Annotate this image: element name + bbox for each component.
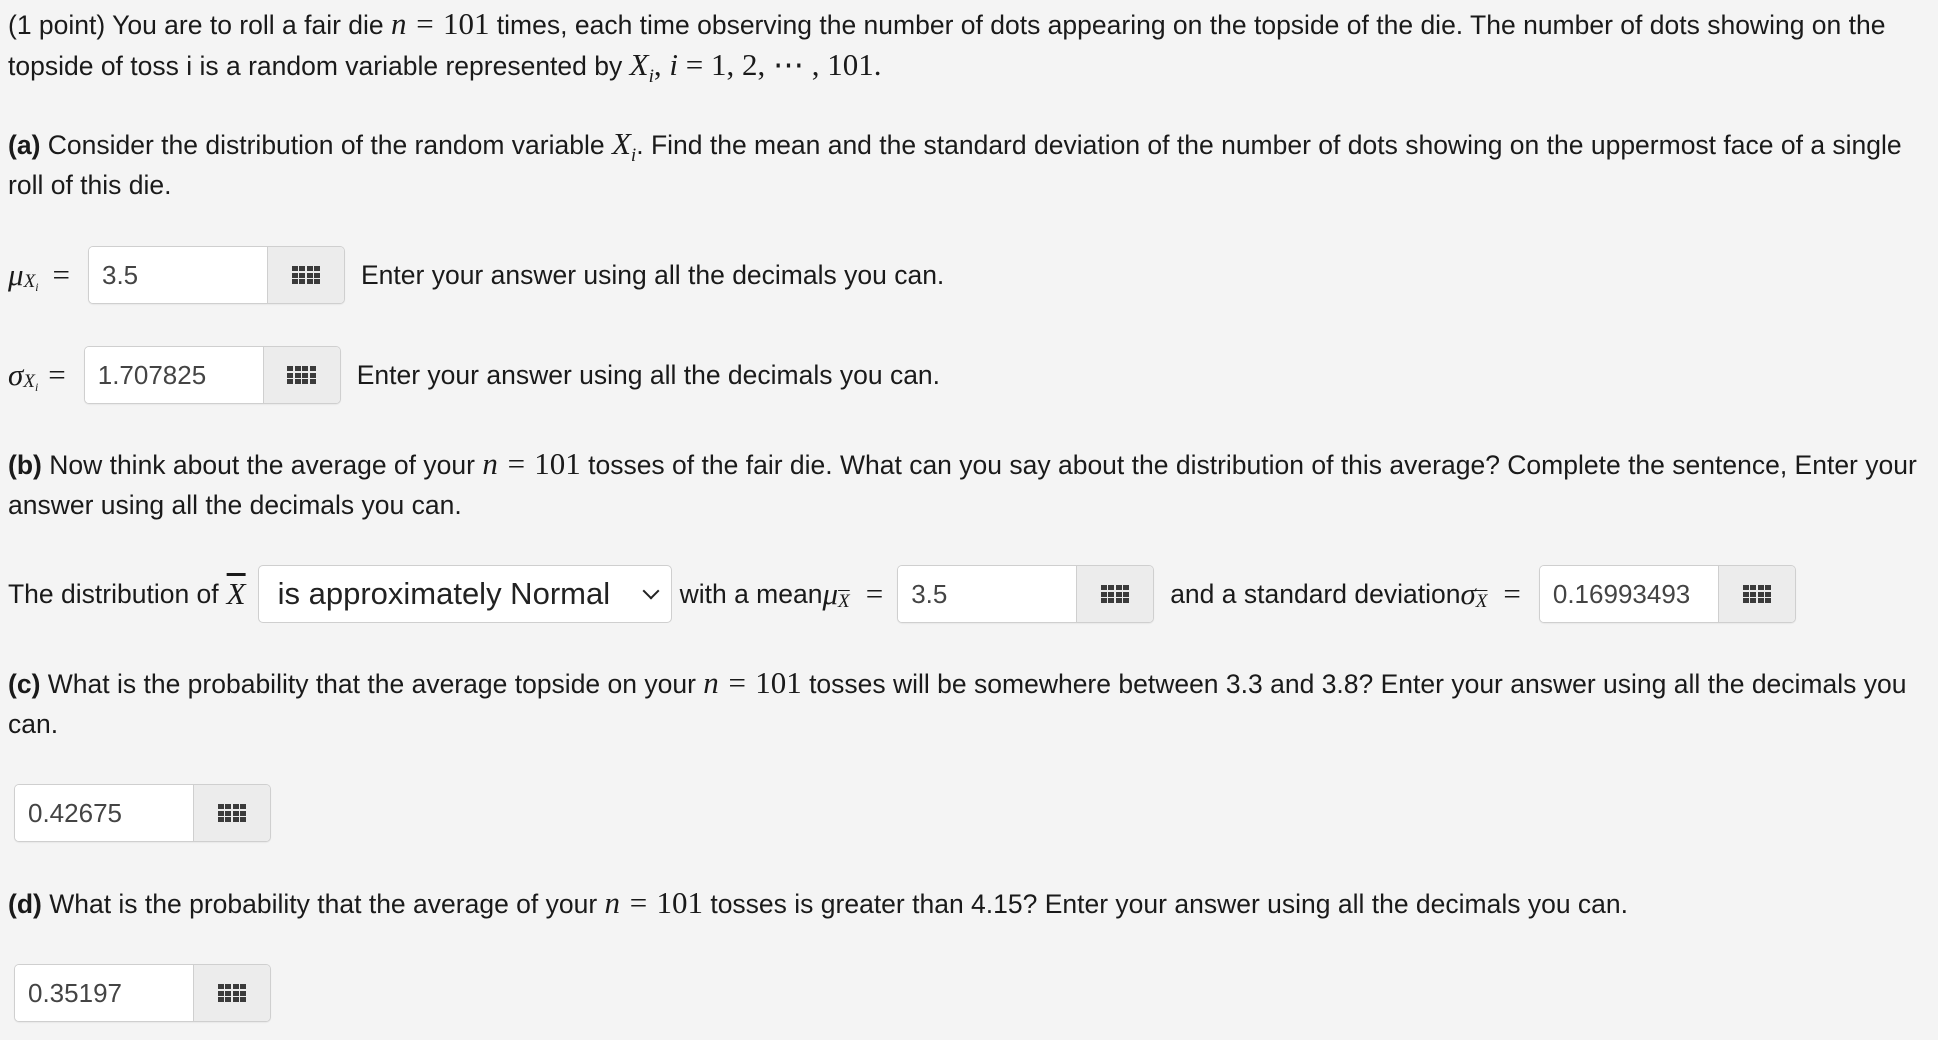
mean-input-group (897, 565, 1154, 623)
part-b-label: (b) (8, 450, 42, 480)
equals-sign: = (48, 357, 66, 392)
xbar-mean-field[interactable] (898, 566, 1076, 622)
n-value: 101 (755, 665, 802, 700)
n-value: 101 (442, 6, 490, 41)
part-a-label: (a) (8, 130, 41, 160)
i-range: = 1, 2, ⋯ , 101. (678, 47, 882, 82)
equals-sign: = (1503, 576, 1521, 611)
chevron-down-icon (642, 583, 659, 600)
n-symbol: n = (482, 446, 535, 481)
part-c-text: What is the probability that the average topside on your (40, 669, 704, 699)
comma: , (653, 47, 670, 82)
mu-answer-row (8, 244, 944, 306)
part-b-text: Now think about the average of your (41, 450, 483, 480)
part-c-answer-row (14, 782, 271, 844)
grid-icon (292, 266, 321, 284)
with-mean-text: with a mean (679, 578, 823, 609)
n-value: 101 (534, 446, 581, 481)
sigma-xbar-symbol: σ $\overline{X}$ (1460, 576, 1488, 612)
n-symbol: n = (391, 6, 443, 41)
mu-xbar-symbol: μ $\overline{X}$ (822, 576, 850, 612)
equals-sign: = (865, 576, 884, 611)
sd-input-group (1539, 565, 1796, 623)
part-d-question (8, 883, 1928, 924)
n-value: 101 (656, 885, 703, 920)
equals-sign: = (52, 257, 70, 292)
part-a-text-2: . Find the mean and the standard deviation of the number of dots showing on the uppermost face of a single roll of this die. (8, 130, 1902, 200)
equation-palette-button[interactable] (1718, 566, 1795, 622)
part-b-question (8, 444, 1928, 525)
equation-palette-button[interactable] (1076, 566, 1153, 622)
problem-intro (8, 4, 1928, 86)
and-sd-text: and a standard deviation (1170, 578, 1461, 609)
part-d-answer-row (14, 962, 271, 1024)
part-c-text-2: tosses will be somewhere between 3.3 and 3.8? Enter your answer using all the decimals you can. (8, 669, 1907, 739)
mu-answer-field[interactable] (89, 247, 267, 303)
grid-icon (1743, 585, 1772, 603)
sigma-input-group (84, 346, 341, 404)
part-a-question (8, 124, 1928, 205)
distribution-sentence-row (8, 563, 1796, 625)
part-d-input-group (14, 964, 271, 1022)
i-symbol: i (669, 47, 679, 82)
grid-icon (287, 366, 316, 384)
equation-palette-button[interactable] (193, 785, 270, 841)
grid-icon (218, 804, 247, 822)
distribution-select[interactable] (258, 565, 672, 623)
grid-icon (1101, 585, 1130, 603)
equation-palette-button[interactable] (193, 965, 270, 1021)
part-d-answer-field[interactable] (15, 965, 193, 1021)
mu-input-group (88, 246, 345, 304)
part-c-answer-field[interactable] (15, 785, 193, 841)
grid-icon (218, 984, 247, 1002)
n-symbol: n = (703, 665, 756, 700)
mu-hint: Enter your answer using all the decimals you can. (361, 259, 945, 290)
part-c-label: (c) (8, 669, 41, 699)
sigma-xi-symbol: σ $X_i$ (8, 357, 39, 395)
x-i-symbol: $X_i$ (629, 47, 654, 87)
part-a-text: Consider the distribution of the random variable (40, 130, 612, 160)
n-symbol: n = (604, 885, 657, 920)
mu-xi-symbol: μ $X_i$ (8, 257, 39, 295)
xbar-sd-field[interactable] (1540, 566, 1718, 622)
sigma-answer-field[interactable] (85, 347, 263, 403)
part-c-input-group (14, 784, 271, 842)
sigma-answer-row (8, 344, 940, 406)
x-bar-symbol: $\overline{X}$ (226, 576, 246, 611)
part-d-label: (d) (8, 889, 42, 919)
x-i-symbol: $X_i$ (611, 126, 637, 166)
equation-palette-button[interactable] (263, 347, 340, 403)
part-c-question (8, 663, 1928, 744)
part-d-text: What is the probability that the average of your (41, 889, 605, 919)
select-value: is approximately Normal (277, 576, 611, 611)
sigma-hint: Enter your answer using all the decimals you can. (356, 359, 941, 390)
part-b-text-2: tosses of the fair die. What can you say about the distribution of this average? Complete the sentence, Enter your answer using all the decimals you can. (8, 450, 1917, 520)
intro-text-2: times, each time observing the number of dots appearing on the topside of the die. The number of dots showing on the topside of toss i is a random variable represented by (8, 10, 1886, 81)
intro-text: (1 point) You are to roll a fair die (8, 10, 392, 40)
part-d-text-2: tosses is greater than 4.15? Enter your answer using all the decimals you can. (702, 889, 1629, 919)
sentence-start: The distribution of (8, 578, 219, 609)
equation-palette-button[interactable] (267, 247, 344, 303)
